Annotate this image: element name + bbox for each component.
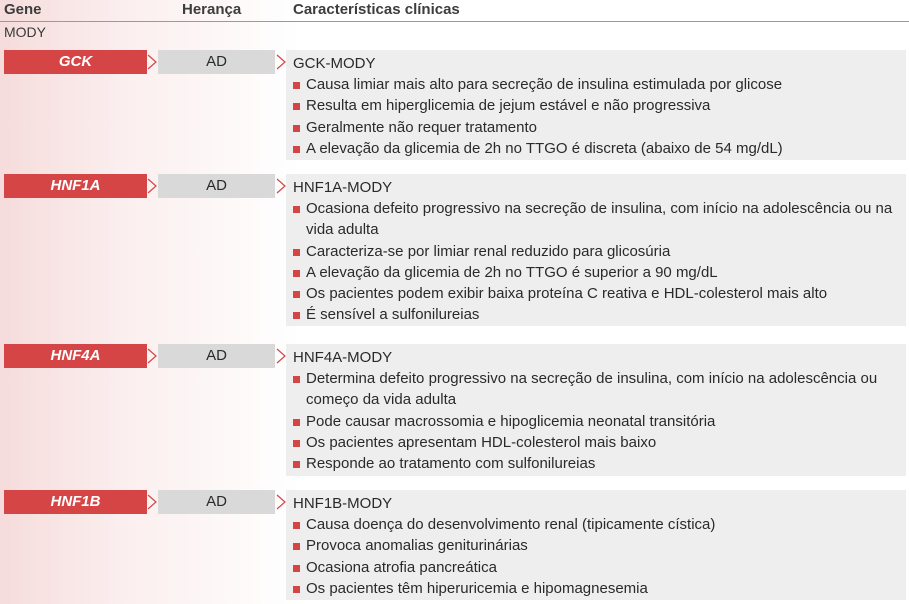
list-item-text: Resulta em hiperglicemia de jejum estável e não progressiva: [306, 97, 711, 115]
mody-type-title: GCK-MODY: [293, 55, 376, 72]
list-item-text: É sensível a sulfonilureias: [306, 306, 480, 324]
bullet-square-icon: [293, 461, 300, 468]
list-item: [293, 368, 903, 411]
list-item: [293, 117, 903, 138]
bullet-square-icon: [293, 312, 300, 319]
list-item: [293, 411, 903, 432]
list-item-text: Os pacientes podem exibir baixa proteína C reativa e HDL-colesterol mais alto: [306, 285, 828, 303]
gene-label: HNF1B: [4, 490, 147, 514]
chevron-right-icon: [147, 54, 157, 70]
chevron-right-icon: [276, 348, 286, 364]
list-item: [293, 95, 903, 116]
bullet-square-icon: [293, 376, 300, 383]
feature-list: [293, 368, 903, 474]
list-item-text: Determina defeito progressivo na secreção de insulina, com início na adolescência ou começo da vida adulta: [306, 370, 878, 409]
bullet-square-icon: [293, 249, 300, 256]
list-item-text: A elevação da glicemia de 2h no TTGO é superior a 90 mg/dL: [306, 263, 718, 281]
table-row: [0, 490, 909, 600]
bullet-square-icon: [293, 565, 300, 572]
list-item-text: Pode causar macrossomia e hipoglicemia neonatal transitória: [306, 412, 716, 430]
list-item: [293, 283, 903, 304]
list-item: [293, 198, 903, 241]
inheritance-label: AD: [158, 490, 275, 514]
list-item-text: Caracteriza-se por limiar renal reduzido para glicosúria: [306, 242, 671, 260]
inheritance-label: AD: [158, 50, 275, 74]
bullet-square-icon: [293, 103, 300, 110]
chevron-right-icon: [276, 178, 286, 194]
list-item: [293, 557, 903, 578]
feature-list: [293, 514, 903, 599]
clinical-features: [293, 493, 903, 599]
list-item-text: A elevação da glicemia de 2h no TTGO é discreta (abaixo de 54 mg/dL): [306, 139, 783, 157]
inheritance-label: AD: [158, 344, 275, 368]
inheritance-label: AD: [158, 174, 275, 198]
bullet-square-icon: [293, 586, 300, 593]
mody-type-title: HNF1B-MODY: [293, 495, 393, 512]
list-item: [293, 304, 903, 325]
list-item-text: Os pacientes apresentam HDL-colesterol mais baixo: [306, 433, 657, 451]
bullet-square-icon: [293, 206, 300, 213]
table-row: [0, 174, 909, 326]
chevron-right-icon: [276, 54, 286, 70]
list-item: [293, 453, 903, 474]
bullet-square-icon: [293, 146, 300, 153]
gene-label: GCK: [4, 50, 147, 74]
list-item: [293, 241, 903, 262]
feature-list: [293, 198, 903, 326]
header-gene: Gene: [4, 1, 42, 18]
mody-type-title: HNF4A-MODY: [293, 349, 393, 366]
bullet-square-icon: [293, 270, 300, 277]
header-divider: [0, 21, 909, 22]
bullet-square-icon: [293, 522, 300, 529]
list-item: [293, 138, 903, 159]
chevron-right-icon: [147, 348, 157, 364]
list-item: [293, 74, 903, 95]
list-item: [293, 262, 903, 283]
bullet-square-icon: [293, 440, 300, 447]
header-heranca: Herança: [182, 1, 242, 18]
list-item-text: Os pacientes têm hiperuricemia e hipomagnesemia: [306, 579, 648, 597]
table-row: [0, 50, 909, 160]
list-item-text: Ocasiona atrofia pancreática: [306, 558, 497, 576]
bullet-square-icon: [293, 82, 300, 89]
list-item-text: Responde ao tratamento com sulfonilureias: [306, 455, 596, 473]
list-item: [293, 432, 903, 453]
gene-label: HNF1A: [4, 174, 147, 198]
bullet-square-icon: [293, 291, 300, 298]
feature-list: [293, 74, 903, 159]
section-label: MODY: [4, 24, 46, 40]
mody-type-title: HNF1A-MODY: [293, 179, 393, 196]
table-row: [0, 344, 909, 476]
chevron-right-icon: [147, 494, 157, 510]
list-item-text: Causa limiar mais alto para secreção de insulina estimulada por glicose: [306, 76, 783, 93]
chevron-right-icon: [276, 494, 286, 510]
list-item-text: Geralmente não requer tratamento: [306, 118, 537, 136]
table-header: [0, 0, 909, 22]
bullet-square-icon: [293, 125, 300, 132]
list-item: [293, 535, 903, 556]
gene-label: HNF4A: [4, 344, 147, 368]
chevron-right-icon: [147, 178, 157, 194]
list-item-text: Ocasiona defeito progressivo na secreção de insulina, com início na adolescência ou na vida adulta: [306, 200, 893, 239]
list-item-text: Provoca anomalias geniturinárias: [306, 537, 528, 555]
bullet-square-icon: [293, 543, 300, 550]
clinical-features: [293, 347, 903, 474]
list-item: [293, 578, 903, 599]
list-item: [293, 514, 903, 535]
list-item-text: Causa doença do desenvolvimento renal (tipicamente cística): [306, 516, 716, 533]
clinical-features: [293, 177, 903, 326]
bullet-square-icon: [293, 419, 300, 426]
header-caracteristicas: Características clínicas: [293, 1, 460, 18]
clinical-features: [293, 53, 903, 159]
